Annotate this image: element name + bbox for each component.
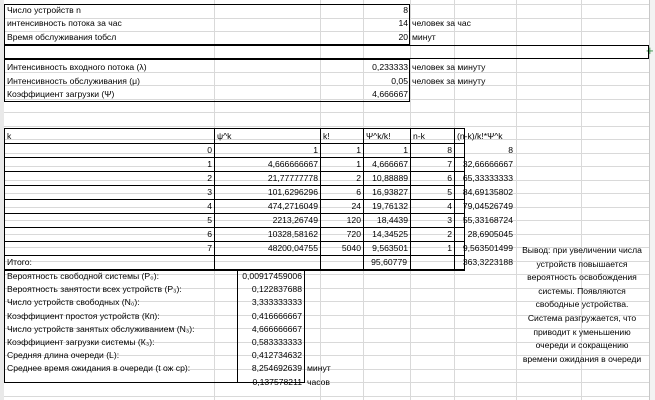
table-cell[interactable]: 21,77777778 <box>267 173 318 183</box>
result-unit[interactable] <box>305 349 345 362</box>
result-value[interactable]: 0,137578211 <box>252 377 302 387</box>
total-product-sum[interactable]: 363,3223188 <box>462 257 513 267</box>
result-unit[interactable] <box>305 310 345 323</box>
result-unit[interactable]: часов <box>307 377 330 387</box>
table-cell[interactable]: 10,88889 <box>372 173 408 183</box>
cell-flow-value[interactable]: 14 <box>398 18 408 28</box>
table-cell[interactable]: 5040 <box>341 243 361 253</box>
table-cell[interactable]: 101,6296296 <box>267 187 318 197</box>
table-cell[interactable]: 1 <box>356 145 361 155</box>
result-label[interactable]: Число устройств занятых обслуживанием (N₃): <box>7 324 195 334</box>
table-cell[interactable]: 8 <box>508 145 513 155</box>
table-cell[interactable]: 2213,26749 <box>272 215 318 225</box>
cell-service-unit[interactable]: минут <box>412 32 436 42</box>
result-value[interactable]: 0,122837688 <box>251 284 302 294</box>
header-n-k[interactable]: n-k <box>413 131 425 141</box>
result-unit[interactable] <box>305 323 345 336</box>
table-cell[interactable]: 2 <box>356 173 361 183</box>
header-k[interactable]: k <box>7 131 12 141</box>
table-cell[interactable]: 4,666666667 <box>267 159 318 169</box>
table-cell[interactable]: 5 <box>207 215 212 225</box>
conclusion-line[interactable]: свободные устройства. <box>535 299 629 309</box>
conclusion-line[interactable]: вероятность освобождения <box>527 272 637 282</box>
result-label[interactable]: Вероятность занятости всех устройств (P₃): <box>7 284 182 294</box>
cell-flow-label[interactable]: интенсивность потока за час <box>7 18 122 28</box>
table-cell[interactable]: 1 <box>207 159 212 169</box>
table-cell[interactable]: 28,6905045 <box>467 229 513 239</box>
table-cell[interactable]: 1 <box>313 145 318 155</box>
results-col-line <box>237 269 238 383</box>
table-cell[interactable]: 24 <box>351 201 361 211</box>
result-value[interactable]: 0,412734632 <box>251 350 302 360</box>
table-cell[interactable]: 6 <box>356 187 361 197</box>
result-value[interactable]: 3,333333333 <box>251 297 302 307</box>
cell-service-value[interactable]: 20 <box>398 32 408 42</box>
result-unit[interactable] <box>305 296 345 309</box>
table-cell[interactable]: 6 <box>207 229 212 239</box>
table-cell[interactable]: 5 <box>447 187 452 197</box>
table-cell[interactable]: 8 <box>447 145 452 155</box>
result-value[interactable]: 4,666666667 <box>251 324 302 334</box>
table-cell[interactable]: 14,34525 <box>372 229 408 239</box>
total-label[interactable]: Итого: <box>7 257 32 267</box>
table-cell[interactable]: 7 <box>207 243 212 253</box>
header-psi-k-fact[interactable]: Ψ^k/k! <box>366 131 391 141</box>
table-cell[interactable]: 9,563501 <box>372 243 408 253</box>
table-cell[interactable]: 2 <box>447 229 452 239</box>
result-label[interactable]: Число устройств свободных (N₀): <box>7 297 140 307</box>
table-cell[interactable]: 4 <box>207 201 212 211</box>
result-label[interactable]: Коэффициент простоя устройств (Кп): <box>7 311 160 321</box>
result-unit[interactable] <box>305 336 345 349</box>
result-label[interactable]: Средняя длина очереди (L): <box>7 350 120 360</box>
cell-service-label[interactable]: Время обслуживания tобсл <box>7 32 117 42</box>
grid-line <box>4 126 649 127</box>
table-cell[interactable]: 19,76132 <box>372 201 408 211</box>
result-unit[interactable] <box>305 283 345 296</box>
cell-mu-unit[interactable]: человек за минуту <box>412 76 486 86</box>
table-cell[interactable]: 0 <box>207 145 212 155</box>
cell-mu-value[interactable]: 0,05 <box>391 76 408 86</box>
cell-psi-value[interactable]: 4,666667 <box>372 89 408 99</box>
table-cell[interactable]: 4 <box>447 201 452 211</box>
separator-row <box>4 45 649 59</box>
table-cell[interactable]: 6 <box>447 173 452 183</box>
table-cell[interactable]: 1 <box>356 159 361 169</box>
result-unit[interactable]: минут <box>307 363 331 373</box>
table-cell[interactable]: 1 <box>403 145 408 155</box>
table-cell[interactable]: 720 <box>346 229 361 239</box>
table-cell[interactable]: 474,2716049 <box>267 201 318 211</box>
conclusion-line[interactable]: системы. Появляются <box>538 286 626 296</box>
table-cell[interactable]: 65,33333333 <box>462 173 513 183</box>
table-cell[interactable]: 3 <box>447 215 452 225</box>
table-cell[interactable]: 79,04526749 <box>462 201 513 211</box>
cell-lambda-value[interactable]: 0,233333 <box>372 62 408 72</box>
result-value[interactable]: 0,416666667 <box>251 311 302 321</box>
result-value[interactable]: 0,00917459006 <box>242 271 302 281</box>
cell-lambda-label[interactable]: Интенсивность входного потока (λ) <box>7 62 147 72</box>
result-label[interactable]: Коэффициент загрузки системы (К₃): <box>7 337 155 347</box>
cell-n-label[interactable]: Число устройств n <box>7 5 81 15</box>
conclusion-line[interactable]: времени ожидания в очереди <box>522 354 642 364</box>
plus-icon[interactable]: + <box>646 43 654 58</box>
cell-flow-unit[interactable]: человек за час <box>412 18 471 28</box>
table-cell[interactable]: 48200,04755 <box>267 243 318 253</box>
table-cell[interactable]: 10328,58162 <box>267 229 318 239</box>
header-product[interactable]: (n-k)/k!*Ψ^k <box>457 131 503 141</box>
table-cell[interactable]: 32,66666667 <box>462 159 513 169</box>
cell-n-value[interactable]: 8 <box>403 5 408 15</box>
conclusion-line[interactable]: устройств повышается <box>536 259 628 269</box>
table-cell[interactable]: 3 <box>207 187 212 197</box>
table-cell[interactable]: 84,69135802 <box>462 187 513 197</box>
cell-mu-label[interactable]: Интенсивность обслуживания (μ) <box>7 76 140 86</box>
table-cell[interactable]: 2 <box>207 173 212 183</box>
table-cell[interactable]: 4,666667 <box>372 159 408 169</box>
result-unit[interactable] <box>305 270 345 283</box>
result-value[interactable]: 8,254692639 <box>251 363 302 373</box>
conclusion-line[interactable]: Вывод: при увеличении числа <box>522 245 642 255</box>
header-k-fact[interactable]: k! <box>323 131 330 141</box>
cell-lambda-unit[interactable]: человек за минуту <box>412 62 486 72</box>
result-label[interactable] <box>5 376 237 389</box>
conclusion-line[interactable]: приводит к уменьшению <box>533 327 631 337</box>
table-cell[interactable]: 120 <box>346 215 361 225</box>
result-value[interactable]: 0,583333333 <box>251 337 302 347</box>
conclusion-line[interactable]: Система разгружается, что <box>527 313 637 323</box>
window-edge <box>649 0 655 400</box>
result-label[interactable]: Среднее время ожидания в очереди (t ож ср): <box>7 363 191 373</box>
total-psi-sum[interactable]: 95,60779 <box>371 257 407 267</box>
table-cell[interactable]: 18,4439 <box>376 215 408 225</box>
result-label[interactable]: Вероятность свободной системы (P₀): <box>7 271 159 281</box>
grid-line <box>4 396 649 397</box>
table-cell[interactable]: 16,93827 <box>372 187 408 197</box>
table-cell[interactable]: 7 <box>447 159 452 169</box>
table-cell[interactable]: 9,563501499 <box>462 243 513 253</box>
cell-psi-label[interactable]: Коэффициент загрузки (Ψ) <box>7 89 115 99</box>
conclusion-line[interactable]: очереди и сокращению <box>535 340 629 350</box>
table-cell[interactable]: 1 <box>447 243 452 253</box>
header-psi-k[interactable]: ψ^k <box>217 131 232 141</box>
grid-line <box>4 112 649 113</box>
table-cell[interactable]: 55,33168724 <box>462 215 513 225</box>
